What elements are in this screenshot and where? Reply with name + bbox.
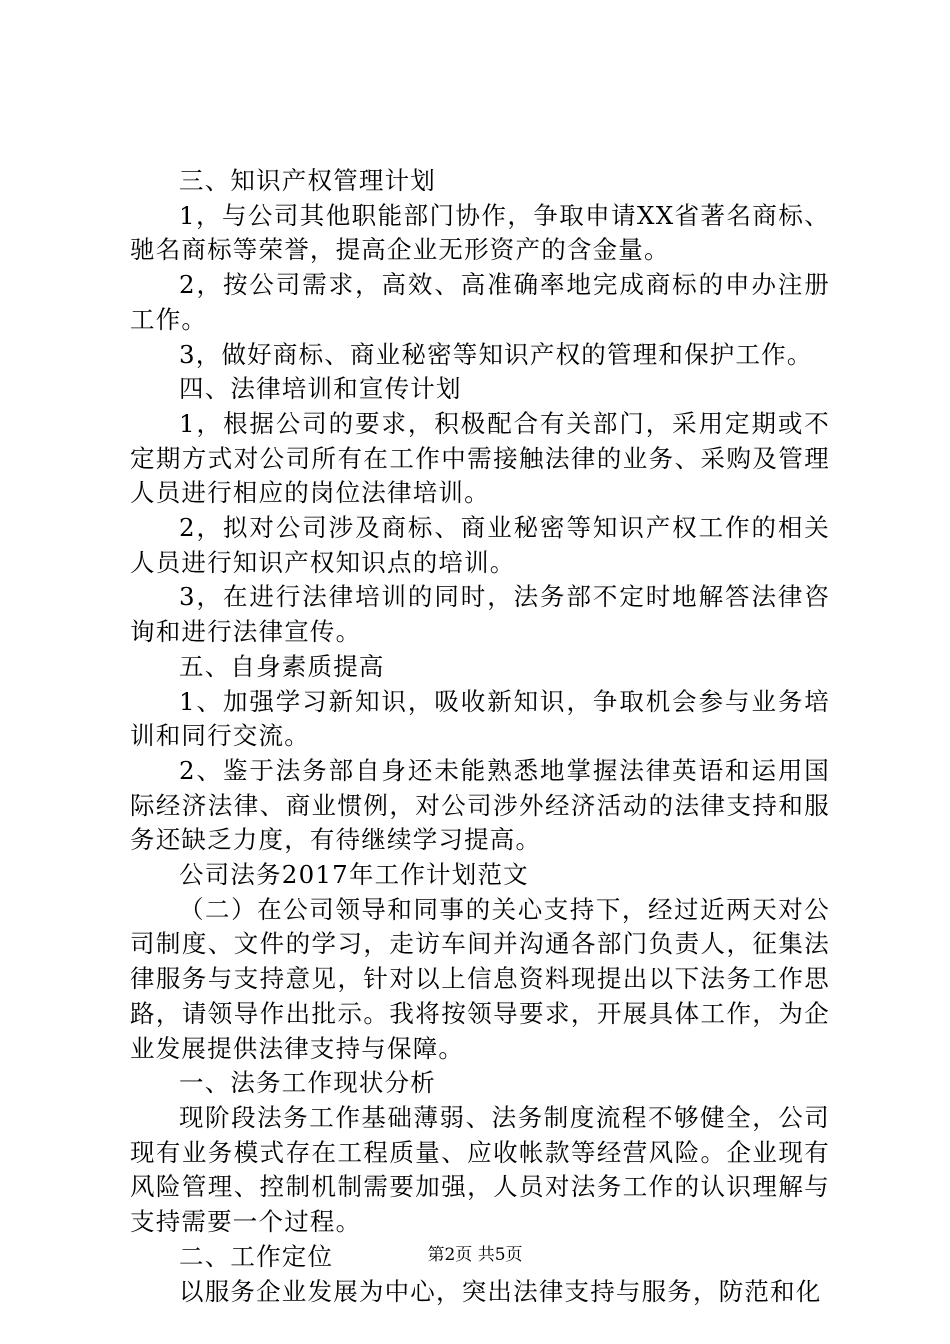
- paragraph: 2，拟对公司涉及商标、商业秘密等知识产权工作的相关人员进行知识产权知识点的培训。: [130, 513, 830, 577]
- paragraph: 3，做好商标、商业秘密等知识产权的管理和保护工作。: [179, 339, 813, 369]
- paragraph: 2、鉴于法务部自身还未能熟悉地掌握法律英语和运用国际经济法律、商业惯例，对公司涉外经济活动的法律支持和服务还缺乏力度，有待继续学习提高。: [130, 755, 830, 855]
- paragraph: 1、加强学习新知识，吸收新知识，争取机会参与业务培训和同行交流。: [130, 686, 830, 751]
- paragraph: 现阶段法务工作基础薄弱、法务制度流程不够健全，公司现有业务模式存在工程质量、应收帐款等经营风险。企业现有风险管理、控制机制需要加强，人员对法务工作的认识理解与支持需要一个过程。: [130, 1102, 830, 1237]
- document-body: [130, 164, 830, 1309]
- section-title: 公司法务2017年工作计划范文: [179, 860, 529, 890]
- heading-self-improvement: 五、自身素质提高: [179, 651, 385, 681]
- paragraph: 2，按公司需求，高效、高准确率地完成商标的申办注册工作。: [130, 270, 830, 334]
- heading-status-analysis: 一、法务工作现状分析: [179, 1068, 436, 1098]
- paragraph: 以服务企业发展为中心，突出法律支持与服务，防范和化: [179, 1276, 822, 1306]
- heading-ip-management-plan: 三、知识产权管理计划: [179, 166, 436, 195]
- paragraph: 1，与公司其他职能部门协作，争取申请XX省著名商标、驰名商标等荣誉，提高企业无形资产的含金量。: [130, 200, 830, 265]
- paragraph: 3，在进行法律培训的同时，法务部不定时地解答法律咨询和进行法律宣传。: [130, 582, 830, 647]
- heading-work-positioning: 二、工作定位: [179, 1241, 334, 1271]
- paragraph: （二）在公司领导和同事的关心支持下，经过近两天对公司制度、文件的学习，走访车间并沟通各部门负责人，征集法律服务与支持意见，针对以上信息资料现提出以下法务工作思路，请领导作出批示。我将按领导要求，开展具体工作，为企业发展提供法律支持与保障。: [130, 894, 830, 1063]
- paragraph: 1，根据公司的要求，积极配合有关部门，采用定期或不定期方式对公司所有在工作中需接触法律的业务、采购及管理人员进行相应的岗位法律培训。: [130, 408, 830, 508]
- heading-legal-training-plan: 四、法律培训和宣传计划: [179, 374, 462, 404]
- page-number-footer: 第2页 共5页: [427, 1245, 523, 1265]
